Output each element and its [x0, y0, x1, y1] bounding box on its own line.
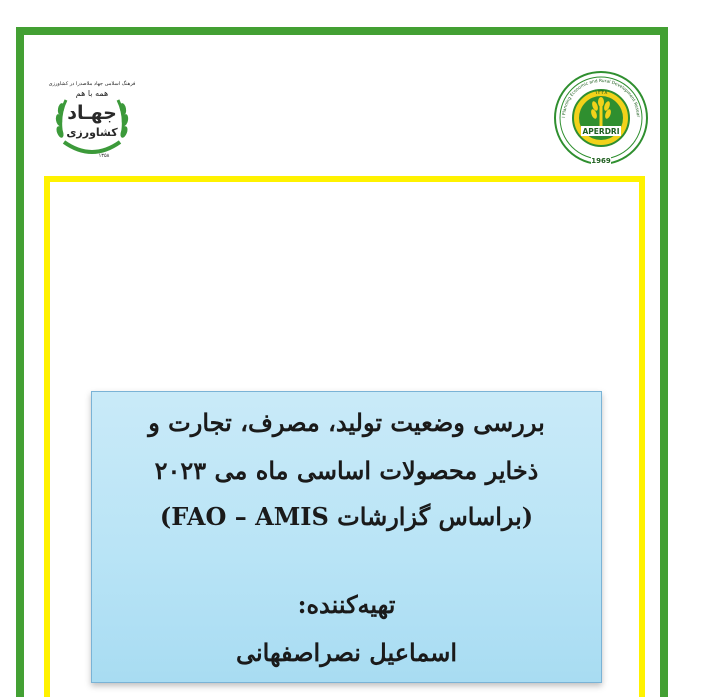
jahad-main-text: جهـاد	[67, 102, 117, 124]
jahad-top-text: همه با هم	[75, 89, 109, 98]
author-name: اسماعیل نصراصفهانی	[235, 638, 458, 667]
title-line-3: (براساس گزارشات FAO – AMIS)	[159, 502, 534, 531]
title-line-1: بررسی وضعیت تولید، مصرف، تجارت و	[148, 408, 545, 437]
aperdri-acronym: APERDRI	[582, 127, 620, 136]
title-box	[91, 391, 602, 683]
aperdri-year-fa: ۱۳۴۸	[594, 89, 608, 96]
aperdri-logo-graphic	[551, 68, 651, 168]
author-label: تهیه‌کننده:	[297, 590, 396, 619]
jahad-bottom-text: کشاورزی	[66, 126, 118, 139]
aperdri-arc-text: l Planning Economic and Rural Development Resear	[561, 78, 640, 118]
jahad-keshavarzi-logo	[44, 72, 140, 168]
jahad-arc-text: فرهنگ اسلامی جهاد ملاصدرا در کشاورزی	[48, 81, 136, 87]
aperdri-year-en: 1969	[591, 157, 611, 165]
aperdri-logo	[551, 68, 651, 168]
jahad-year-text: ۱۳۵۸	[98, 153, 110, 159]
jahad-logo-graphic	[44, 72, 140, 168]
title-line-2: ذخایر محصولات اساسی ماه می ۲۰۲۳	[154, 456, 539, 485]
